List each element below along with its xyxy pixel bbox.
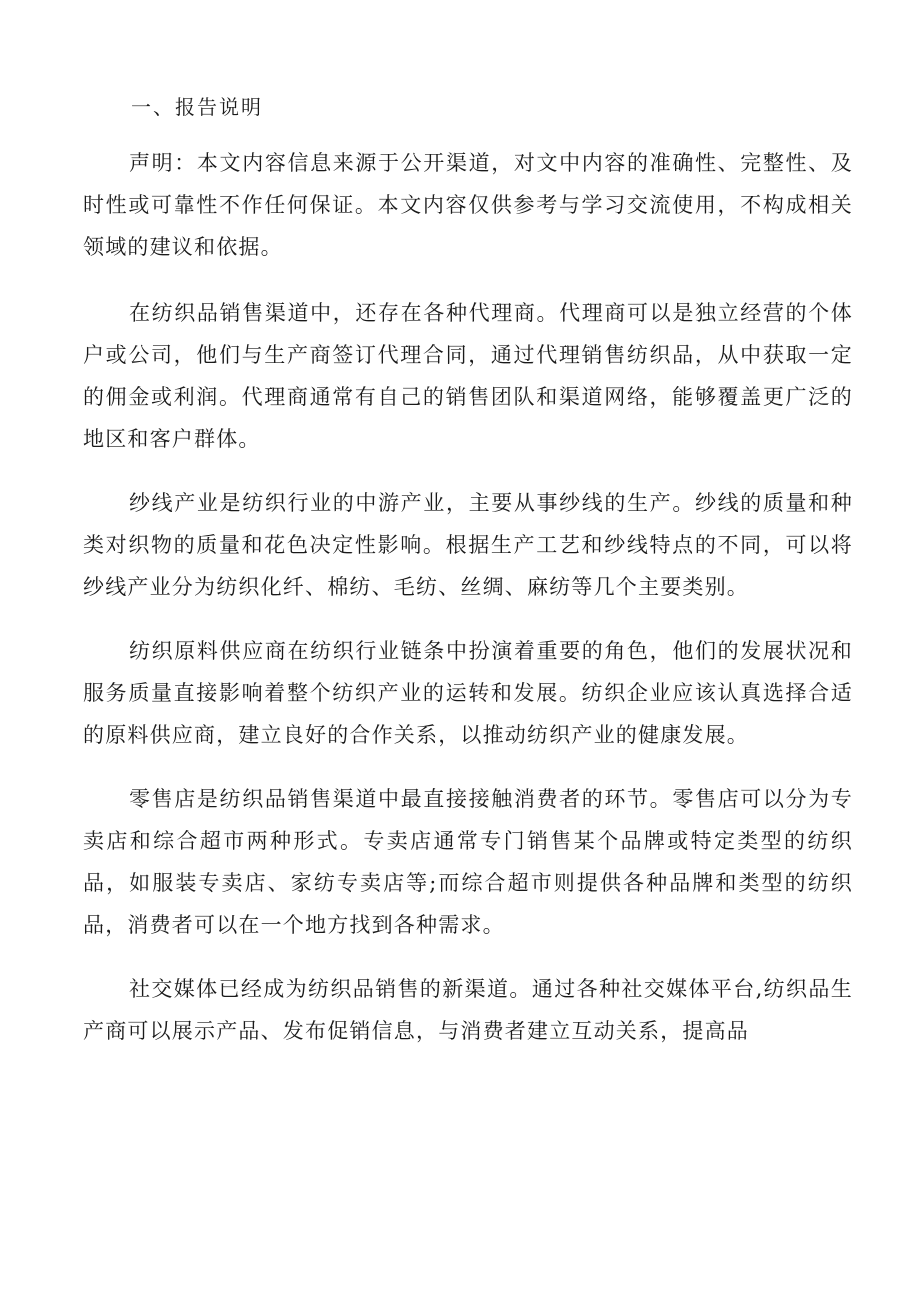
section-heading: 一、报告说明 bbox=[131, 95, 263, 119]
body-paragraph-yarn: 纱线产业是纺织行业的中游产业，主要从事纱线的生产。纱线的质量和种类对织物的质量和花色决定性影响。根据生产工艺和纱线特点的不同，可以将纱线产业分为纺织化纤、棉纺、毛纺、丝绸、麻纺等几个主要类别。 bbox=[83, 491, 853, 599]
body-paragraph-retail: 零售店是纺织品销售渠道中最直接接触消费者的环节。零售店可以分为专卖店和综合超市两种形式。专卖店通常专门销售某个品牌或特定类型的纺织品，如服装专卖店、家纺专卖店等;而综合超市则提供各种品牌和类型的纺织品，消费者可以在一个地方找到各种需求。 bbox=[83, 787, 853, 937]
disclaimer-paragraph: 声明：本文内容信息来源于公开渠道，对文中内容的准确性、完整性、及时性或可靠性不作任何保证。本文内容仅供参考与学习交流使用，不构成相关领域的建议和依据。 bbox=[83, 151, 853, 259]
body-paragraph-suppliers: 纺织原料供应商在纺织行业链条中扮演着重要的角色，他们的发展状况和服务质量直接影响着整个纺织产业的运转和发展。纺织企业应该认真选择合适的原料供应商，建立良好的合作关系，以推动纺织产业的健康发展。 bbox=[83, 639, 853, 747]
document-page bbox=[83, 86, 853, 1074]
body-paragraph-social-media: 社交媒体已经成为纺织品销售的新渠道。通过各种社交媒体平台,纺织品生产商可以展示产品、发布促销信息，与消费者建立互动关系，提高品 bbox=[83, 977, 853, 1043]
body-paragraph-agents: 在纺织品销售渠道中，还存在各种代理商。代理商可以是独立经营的个体户或公司，他们与生产商签订代理合同，通过代理销售纺织品，从中获取一定的佣金或利润。代理商通常有自己的销售团队和渠道网络，能够覆盖更广泛的地区和客户群体。 bbox=[83, 301, 853, 451]
